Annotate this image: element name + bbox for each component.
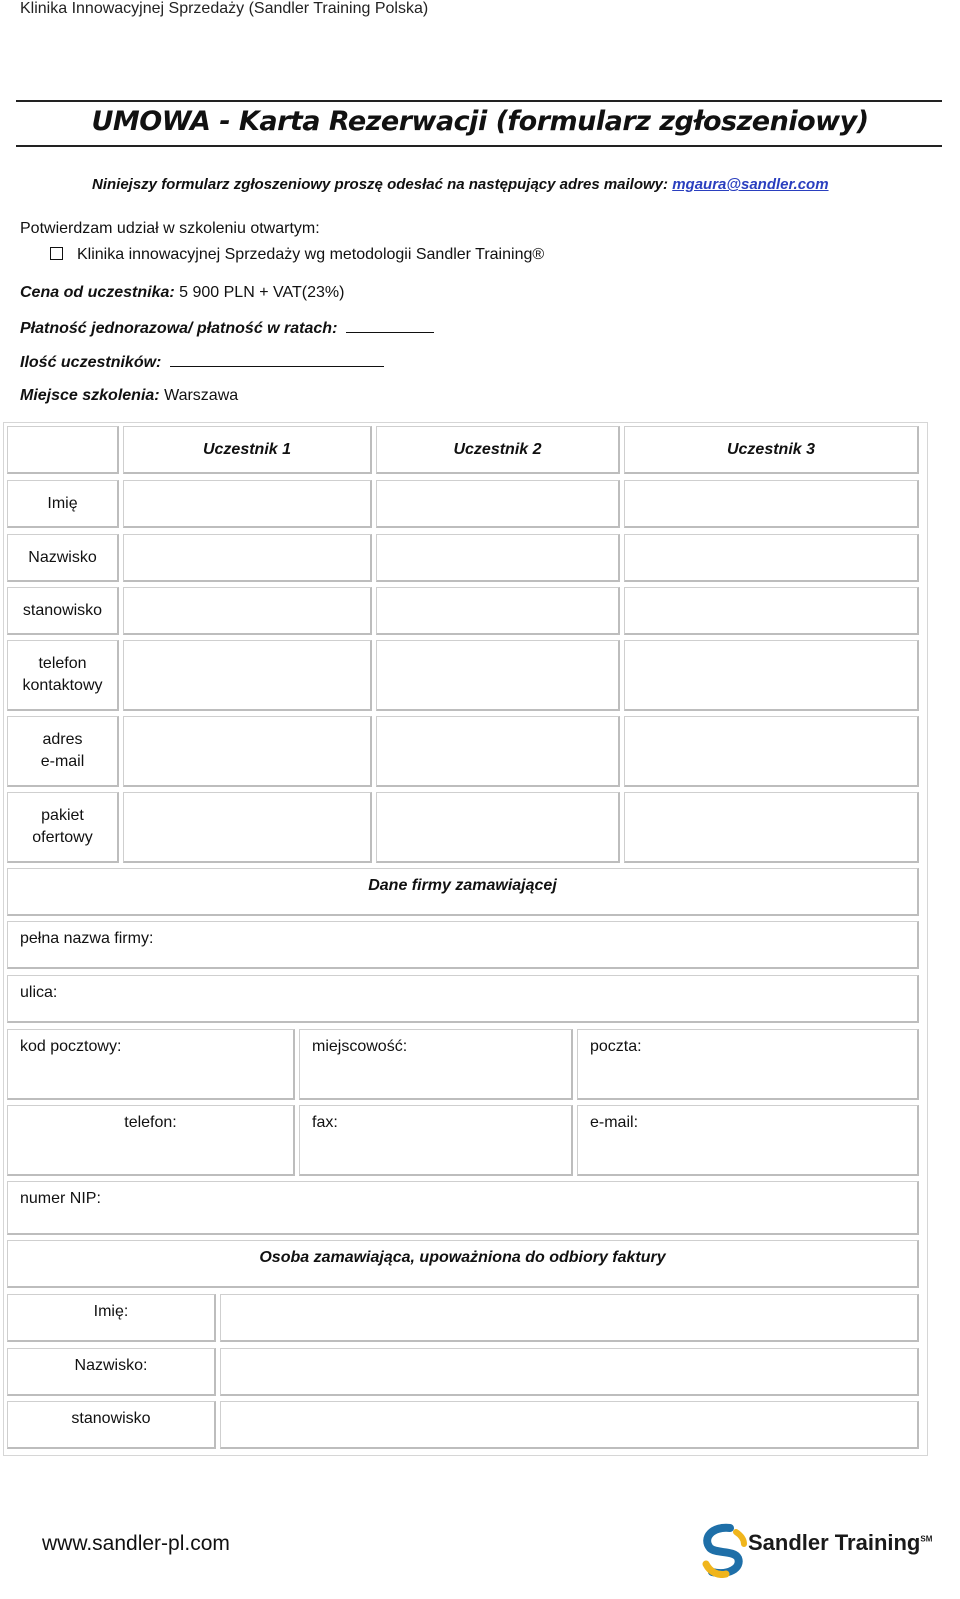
orderer-header-text: Osoba zamawiająca, upoważniona do odbiory faktury xyxy=(259,1249,666,1266)
post-office-field[interactable] xyxy=(577,1029,919,1100)
sandler-logo xyxy=(700,1518,940,1588)
orderer-position-field[interactable] xyxy=(220,1401,919,1449)
participant-3-phone-field[interactable] xyxy=(624,640,919,711)
venue-label: Miejsce szkolenia: xyxy=(20,387,160,404)
row-label-text: pakiet xyxy=(41,807,84,824)
row-label-first-name xyxy=(7,480,119,528)
row-label-position xyxy=(7,587,119,635)
venue-line xyxy=(20,387,238,405)
sandler-logo-icon xyxy=(700,1522,750,1578)
participant-2-package-field[interactable] xyxy=(376,792,620,863)
company-section-header xyxy=(7,868,919,916)
participant-3-last-name-field[interactable] xyxy=(624,534,919,582)
title-bottom-rule xyxy=(16,145,942,147)
participant-1-last-name-field[interactable] xyxy=(123,534,372,582)
orderer-last-name-label: Nazwisko: xyxy=(74,1357,148,1374)
postal-code-field[interactable] xyxy=(7,1029,295,1100)
row-label-text: stanowisko xyxy=(22,601,103,619)
price-line xyxy=(20,284,344,302)
post-office-label: poczta: xyxy=(590,1038,642,1055)
row-label-text: adres xyxy=(42,731,83,748)
course-checkbox[interactable] xyxy=(50,247,63,260)
payment-line xyxy=(20,319,434,338)
row-label-phone xyxy=(7,640,119,711)
contact-email-link[interactable]: mgaura@sandler.com xyxy=(672,176,829,193)
row-label-text-2: kontaktowy xyxy=(22,677,103,694)
row-label-email xyxy=(7,716,119,787)
postal-code-label: kod pocztowy: xyxy=(20,1038,122,1055)
sandler-logo-name: Sandler Training xyxy=(748,1530,921,1555)
payment-field[interactable] xyxy=(346,319,434,333)
participant-3-position-field[interactable] xyxy=(624,587,919,635)
mail-instruction-text: Niniejszy formularz zgłoszeniowy proszę odesłać na następujący adres mailowy: xyxy=(92,176,673,193)
company-full-name-label: pełna nazwa firmy: xyxy=(20,930,154,947)
participants-corner-cell xyxy=(7,426,119,474)
document-title: UMOWA - Karta Rezerwacji (formularz zgłoszeniowy) xyxy=(91,106,869,137)
price-label: Cena od uczestnika: xyxy=(20,284,175,301)
row-label-text: Imię xyxy=(47,494,78,512)
course-option-label: Klinika innowacyjnej Sprzedaży wg metodologii Sandler Training® xyxy=(77,246,545,263)
orderer-last-name-field[interactable] xyxy=(220,1348,919,1396)
participant-1-position-field[interactable] xyxy=(123,587,372,635)
participants-count-label: Ilość uczestników: xyxy=(20,354,162,371)
participants-count-field[interactable] xyxy=(170,353,384,367)
participant-2-first-name-field[interactable] xyxy=(376,480,620,528)
orderer-last-name-label-cell xyxy=(7,1348,216,1396)
row-label-text-2: e-mail xyxy=(40,753,85,770)
course-option[interactable] xyxy=(50,246,544,264)
company-phone-label: telefon: xyxy=(124,1114,177,1131)
company-fax-label: fax: xyxy=(312,1114,338,1131)
price-value: 5 900 PLN + VAT(23%) xyxy=(174,284,345,301)
orderer-first-name-label: Imię: xyxy=(93,1303,129,1320)
company-fax-field[interactable] xyxy=(299,1105,573,1176)
participant-3-package-field[interactable] xyxy=(624,792,919,863)
participant-1-phone-field[interactable] xyxy=(123,640,372,711)
participant-2-phone-field[interactable] xyxy=(376,640,620,711)
company-street-label: ulica: xyxy=(20,984,58,1001)
title-top-rule xyxy=(16,100,942,102)
participant-1-package-field[interactable] xyxy=(123,792,372,863)
payment-label: Płatność jednorazowa/ płatność w ratach: xyxy=(20,320,338,337)
participant-1-first-name-field[interactable] xyxy=(123,480,372,528)
company-full-name-field[interactable] xyxy=(7,921,919,969)
city-label: miejscowość: xyxy=(312,1038,408,1055)
company-street-field[interactable] xyxy=(7,975,919,1023)
company-email-field[interactable] xyxy=(577,1105,919,1176)
city-field[interactable] xyxy=(299,1029,573,1100)
venue-value: Warszawa xyxy=(159,387,239,404)
company-email-label: e-mail: xyxy=(590,1114,639,1131)
row-label-last-name xyxy=(7,534,119,582)
row-label-text: telefon xyxy=(38,655,87,672)
orderer-position-label-cell xyxy=(7,1401,216,1449)
orderer-position-label: stanowisko xyxy=(71,1410,151,1427)
document-header: Klinika Innowacyjnej Sprzedaży (Sandler Training Polska) xyxy=(20,0,429,17)
orderer-section-header xyxy=(7,1240,919,1288)
row-label-text: Nazwisko xyxy=(28,548,97,566)
participant-3-email-field[interactable] xyxy=(624,716,919,787)
participant-1-email-field[interactable] xyxy=(123,716,372,787)
company-phone-field[interactable] xyxy=(7,1105,295,1176)
company-nip-field[interactable] xyxy=(7,1181,919,1235)
participant-2-email-field[interactable] xyxy=(376,716,620,787)
mail-instruction xyxy=(92,176,829,193)
participants-count-line xyxy=(20,353,384,372)
row-label-package xyxy=(7,792,119,863)
sandler-logo-mark: SM xyxy=(920,1534,933,1544)
participant-3-first-name-field[interactable] xyxy=(624,480,919,528)
confirm-text: Potwierdzam udział w szkoleniu otwartym: xyxy=(20,220,320,237)
participant-1-header: Uczestnik 1 xyxy=(123,426,372,474)
participant-2-last-name-field[interactable] xyxy=(376,534,620,582)
participant-3-header: Uczestnik 3 xyxy=(624,426,919,474)
footer-website-link[interactable]: www.sandler-pl.com xyxy=(42,1532,230,1555)
orderer-first-name-field[interactable] xyxy=(220,1294,919,1342)
row-label-text-2: ofertowy xyxy=(32,829,93,846)
orderer-first-name-label-cell xyxy=(7,1294,216,1342)
sandler-logo-text xyxy=(748,1530,932,1556)
company-nip-label: numer NIP: xyxy=(20,1190,101,1207)
participant-2-position-field[interactable] xyxy=(376,587,620,635)
participant-2-header: Uczestnik 2 xyxy=(376,426,620,474)
company-header-text: Dane firmy zamawiającej xyxy=(368,877,557,894)
